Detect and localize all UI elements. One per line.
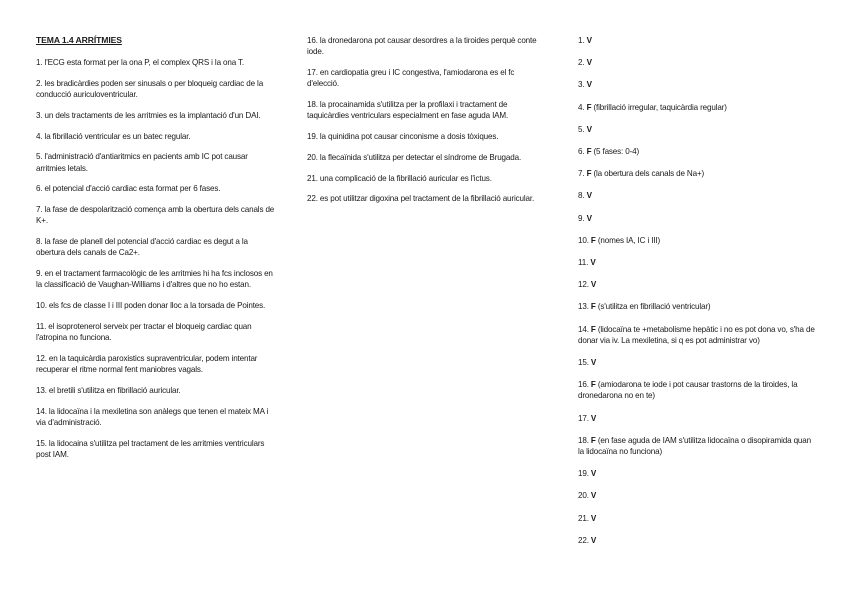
answers-column	[578, 35, 818, 557]
answer-verdict: F	[590, 302, 596, 312]
answer-verdict: V	[590, 469, 597, 479]
answer-verdict: F	[586, 102, 592, 112]
answer-item	[578, 279, 818, 290]
question-item: 15. la lidocaina s'utilitza pel tractament de les arritmies ventriculars post IAM.	[36, 438, 265, 459]
questions-column-left	[36, 35, 276, 470]
answer-number: 5.	[578, 124, 585, 134]
answer-item	[578, 57, 818, 68]
answer-verdict: F	[586, 147, 592, 157]
answer-number: 21.	[578, 513, 589, 523]
answer-verdict: V	[590, 358, 597, 368]
answer-verdict: V	[586, 58, 592, 68]
question-item: 3. un dels tractaments de les arritmies es la implantació d'un DAI.	[36, 110, 261, 120]
answer-number: 16.	[578, 380, 589, 390]
answer-verdict: V	[586, 191, 592, 201]
document-title: TEMA 1.4 ARRÍTMIES	[36, 35, 122, 45]
answer-item	[578, 235, 818, 246]
answer-number: 6.	[578, 147, 585, 157]
answer-verdict: V	[590, 513, 597, 523]
answer-note: (lidocaïna te +metabolisme hepàtic i no es pot dona vo, s'ha de donar via iv. La mexiletina, si q es pot administrar vo)	[578, 324, 815, 345]
answer-item	[578, 379, 818, 401]
answer-note: (5 fases: 0-4)	[593, 147, 640, 157]
answer-number: 19.	[578, 469, 589, 479]
answer-verdict: F	[590, 324, 596, 334]
questions-column-middle	[307, 35, 547, 214]
answer-item	[578, 190, 818, 201]
answer-item	[578, 468, 818, 479]
answer-item	[578, 435, 818, 457]
question-item: 21. una complicació de la fibrillació auricular es l'ictus.	[307, 173, 492, 183]
answer-number: 18.	[578, 435, 589, 445]
question-item: 7. la fase de despolarització comença amb la obertura dels canals de K+.	[36, 205, 275, 226]
answer-note: (fibrillació irregular, taquicàrdia regular)	[593, 102, 727, 112]
answer-verdict: V	[590, 535, 597, 545]
question-item: 18. la procainamida s'utilitza per la profilaxi i tractament de taquicàrdies ventriculars especialment en fase aguda IAM.	[307, 100, 509, 121]
answer-item	[578, 324, 818, 346]
question-item: 22. es pot utilitzar digoxina pel tractament de la fibrillació auricular.	[307, 194, 535, 204]
answer-number: 17.	[578, 413, 589, 423]
question-item: 1. l'ECG esta format per la ona P, el complex QRS i la ona T.	[36, 58, 245, 67]
answer-note: (s'utilitza en fibrillació ventricular)	[597, 302, 711, 312]
answer-note: (amiodarona te iode i pot causar trastorns de la tiroides, la dronedarona no en te)	[578, 380, 798, 401]
question-item: 2. les bradicàrdies poden ser sinusals o per bloqueig cardiac de la conducció auriculoventricular.	[36, 78, 264, 99]
question-item: 8. la fase de planell del potencial d'acció cardiac es degut a la obertura dels canals de Ca2+.	[36, 237, 248, 258]
answer-verdict: V	[590, 280, 597, 290]
answer-verdict: V	[586, 213, 592, 223]
answer-item	[578, 535, 818, 546]
answer-number: 22.	[578, 535, 589, 545]
answer-item	[578, 79, 818, 90]
answer-note: (nomes IA, IC i III)	[597, 235, 661, 245]
answer-verdict: V	[590, 258, 596, 268]
answer-verdict: V	[586, 80, 592, 90]
answer-number: 7.	[578, 169, 585, 179]
answer-item	[578, 35, 818, 46]
answer-number: 3.	[578, 80, 585, 90]
answer-verdict: F	[590, 235, 596, 245]
answer-verdict: V	[590, 491, 597, 501]
question-item: 19. la quinidina pot causar cinconisme a dosis tòxiques.	[307, 132, 499, 141]
answer-number: 20.	[578, 491, 589, 501]
answer-verdict: F	[586, 169, 592, 179]
answer-item	[578, 301, 818, 312]
answer-verdict: V	[590, 413, 597, 423]
answer-number: 1.	[578, 36, 585, 45]
answer-number: 10.	[578, 235, 589, 245]
answer-verdict: F	[590, 435, 596, 445]
answer-item	[578, 357, 818, 368]
answer-number: 15.	[578, 358, 589, 368]
answer-note: (la obertura dels canals de Na+)	[593, 169, 705, 179]
answer-verdict: V	[586, 36, 592, 45]
question-item: 11. el isoprotenerol serveix per tractar el bloqueig cardiac quan l'atropina no funciona.	[36, 321, 252, 343]
question-item: 17. en cardiopatia greu i IC congestiva, l'amiodarona es el fc d'elecció.	[307, 68, 515, 89]
answer-verdict: V	[586, 124, 592, 134]
answer-item	[578, 146, 818, 157]
answer-item	[578, 213, 818, 224]
answer-number: 13.	[578, 302, 589, 312]
question-item: 9. en el tractament farmacològic de les arritmies hi ha fcs inclosos en la classificació de Vaughan-Williams i d'altres que no ho estan.	[36, 269, 273, 290]
question-item: 10. els fcs de classe I i III poden donar lloc a la torsada de Pointes.	[36, 301, 266, 311]
answer-number: 12.	[578, 280, 589, 290]
answer-number: 11.	[578, 258, 589, 268]
answer-item	[578, 124, 818, 135]
answer-note: (en fase aguda de IAM s'utilitza lidocaïna o disopiramida quan la lidocaïna no funciona)	[578, 435, 811, 457]
answer-item	[578, 102, 818, 113]
question-item: 5. l'administració d'antiaritmics en pacients amb IC pot causar arritmies letals.	[36, 152, 248, 173]
answer-item	[578, 257, 818, 268]
question-item: 14. la lidocaïna i la mexiletina son anàlegs que tenen el mateix MA i via d'administració.	[36, 406, 269, 427]
question-item: 12. en la taquicàrdia paroxistics supraventricular, podem intentar recuperar el ritme normal fent maniobres vagals.	[36, 353, 258, 375]
question-item: 20. la flecaïnida s'utilitza per detectar el síndrome de Brugada.	[307, 152, 522, 162]
answer-item	[578, 490, 818, 501]
question-item: 13. el bretili s'utilitza en fibrillació auricular.	[36, 385, 181, 395]
answer-number: 8.	[578, 191, 585, 201]
question-item: 4. la fibrillació ventricular es un batec regular.	[36, 131, 191, 141]
answer-number: 9.	[578, 213, 585, 223]
answer-number: 4.	[578, 102, 585, 112]
question-item: 6. el potencial d'acció cardiac esta format per 6 fases.	[36, 184, 221, 194]
answer-number: 14.	[578, 324, 589, 334]
answer-item	[578, 413, 818, 424]
answer-number: 2.	[578, 58, 585, 68]
answer-item	[578, 168, 818, 179]
answer-verdict: F	[590, 380, 596, 390]
answer-item	[578, 513, 818, 524]
question-item: 16. la dronedarona pot causar desordres a la tiroides perquè conte iode.	[307, 36, 537, 57]
